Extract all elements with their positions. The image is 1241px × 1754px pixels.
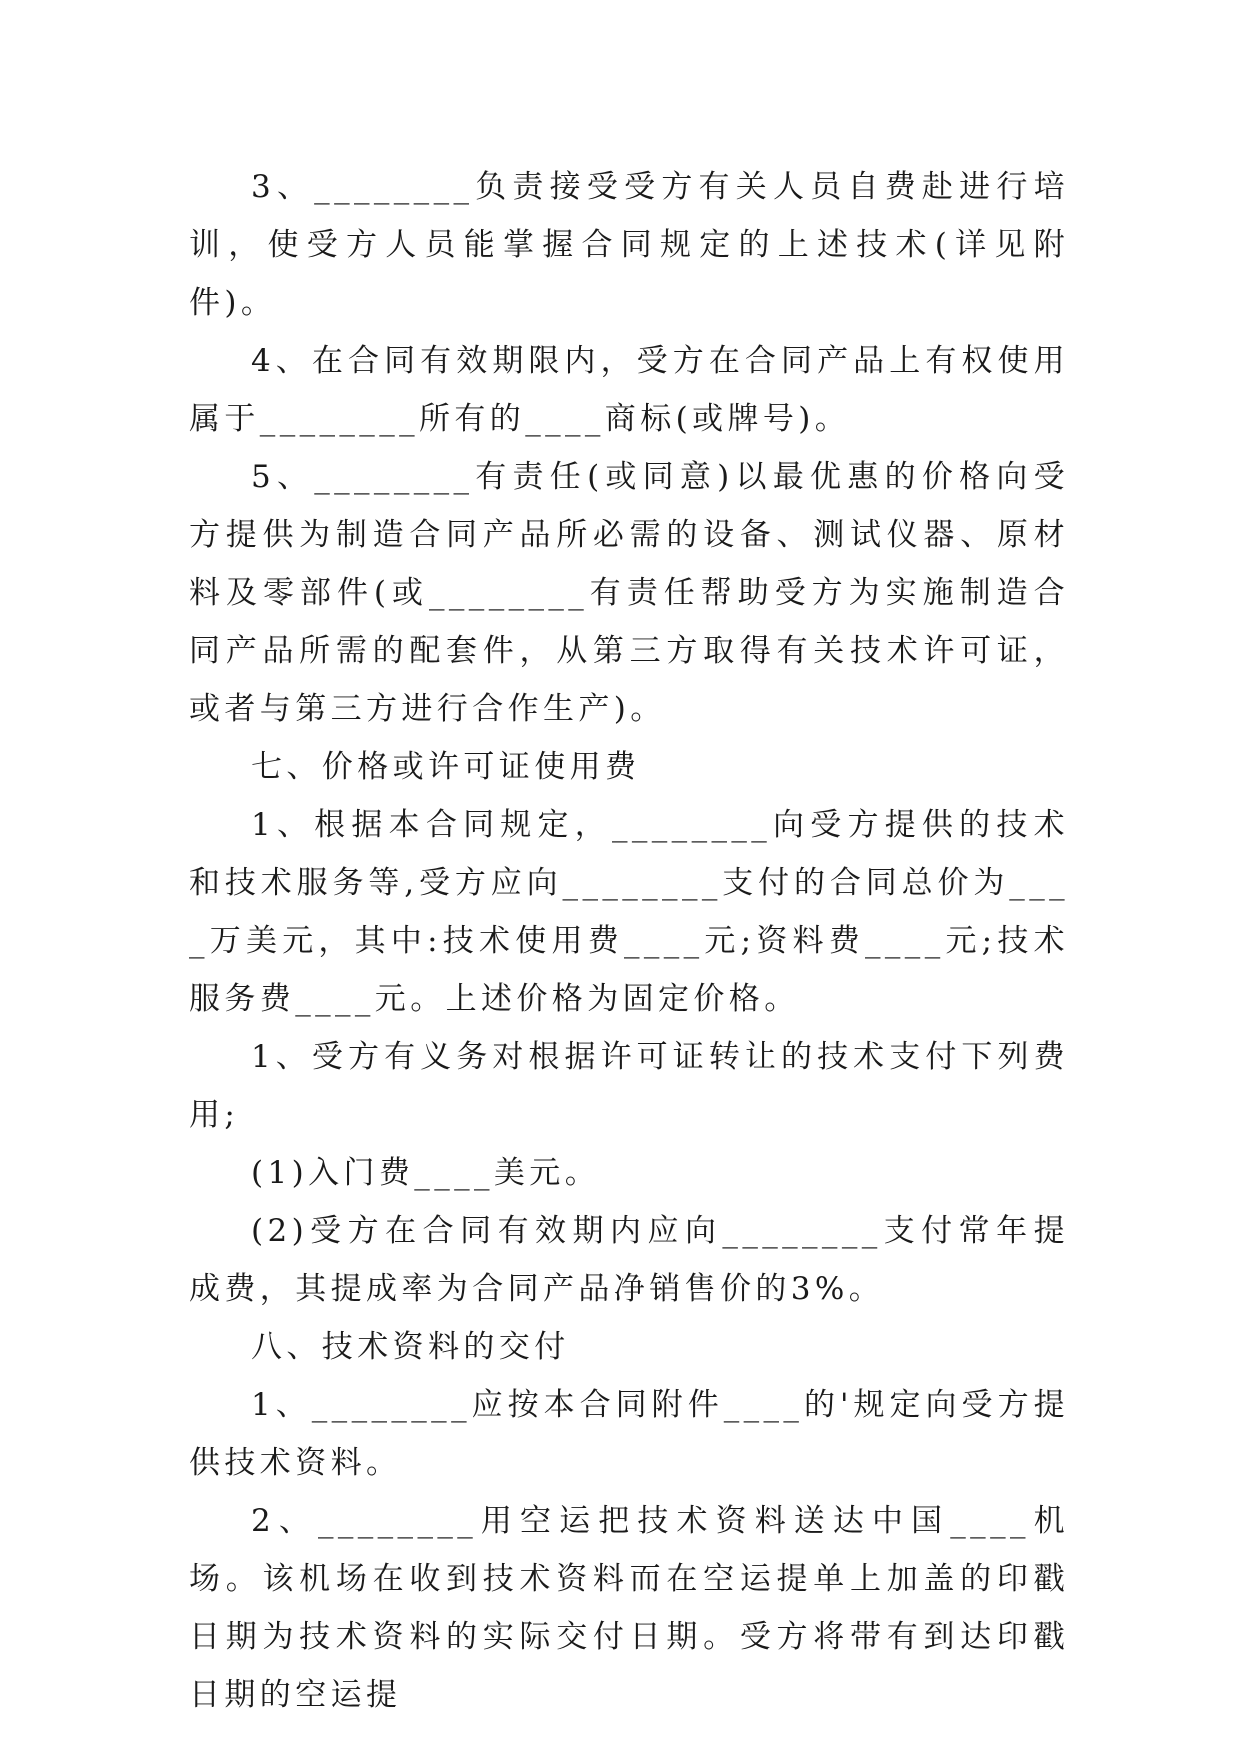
paragraph-fee-obligation: 1、受方有义务对根据许可证转让的技术支付下列费用;: [189, 1039, 1069, 1133]
paragraph-equipment: 5、________有责任(或同意)以最优惠的价格向受方提供为制造合同产品所必需的设备、测试仪器、原材料及零部件(或________有责任帮助受方为实施制造合同产品所需的配套件，从第三方取得有关技术许可证，或者与第三方进行合作生产)。: [189, 459, 1069, 727]
section-heading-delivery: 八、技术资料的交付: [251, 1329, 570, 1365]
section-heading-price: 七、价格或许可证使用费: [251, 749, 641, 785]
paragraph-training: 3、________负责接受受方有关人员自费赴进行培训，使受方人员能掌握合同规定的上述技术(详见附件)。: [189, 169, 1069, 321]
paragraph-air-shipment: 2、________用空运把技术资料送达中国____机场。该机场在收到技术资料而在空运提单上加盖的印戳日期为技术资料的实际交付日期。受方将带有到达印戳日期的空运提: [189, 1503, 1069, 1713]
paragraph-trademark: 4、在合同有效期限内，受方在合同产品上有权使用属于________所有的____商标(或牌号)。: [189, 343, 1069, 437]
document-body: [189, 158, 1069, 1724]
paragraph-total-price: 1、根据本合同规定，________向受方提供的技术和技术服务等,受方应向________支付的合同总价为____万美元，其中:技术使用费____元;资料费____元;技术服务费____元。上述价格为固定价格。: [189, 807, 1069, 1017]
paragraph-entry-fee: (1)入门费____美元。: [251, 1155, 601, 1191]
paragraph-royalty: (2)受方在合同有效期内应向________支付常年提成费，其提成率为合同产品净销售价的3%。: [189, 1213, 1069, 1307]
paragraph-provide-materials: 1、________应按本合同附件____的'规定向受方提供技术资料。: [189, 1387, 1069, 1481]
